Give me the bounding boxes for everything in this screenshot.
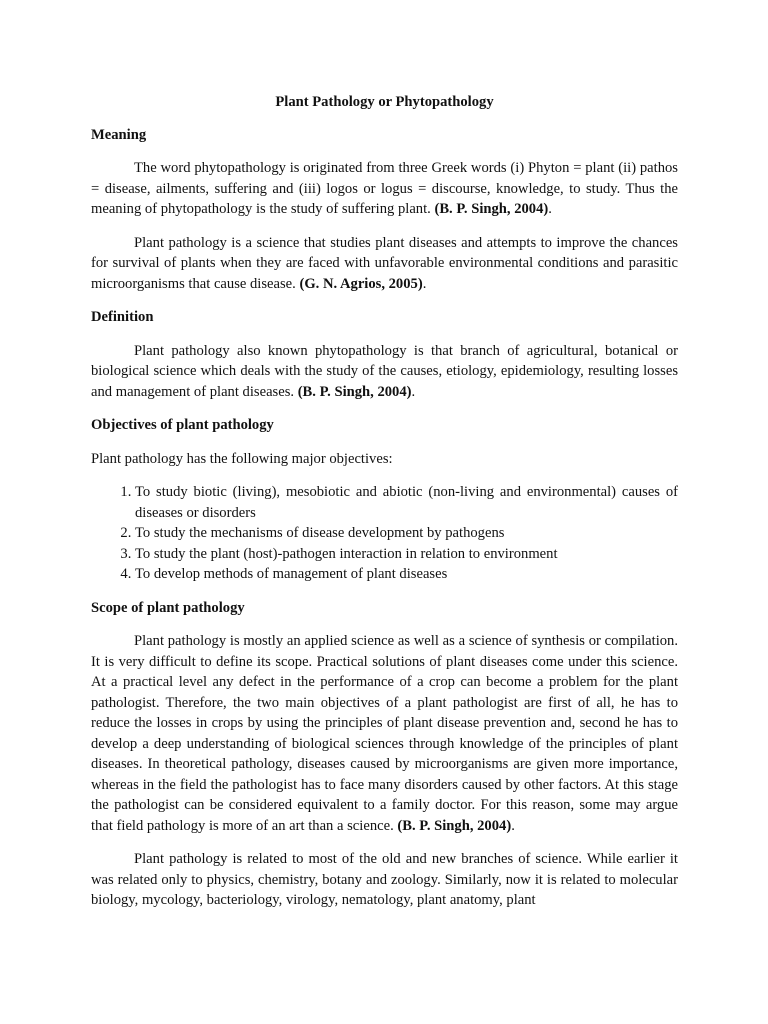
paragraph-end: . bbox=[548, 201, 552, 217]
scope-paragraph-1 bbox=[91, 631, 678, 836]
paragraph-text: Plant pathology is related to most of the old and new branches of science. While earlier it was related only to physics, chemistry, botany and zoology. Similarly, now it is related to molecular biology, mycology, bacteriology, virology, nematology, plant anatomy, plant bbox=[91, 851, 678, 908]
paragraph-end: . bbox=[511, 817, 515, 834]
paragraph-text: Plant pathology also known phytopathology is that branch of agricultural, botanical or biological science which deals with the study of the causes, etiology, epidemiology, resulting losses and management of plant diseases. bbox=[91, 342, 678, 400]
paragraph-text: Plant pathology is a science that studies plant diseases and attempts to improve the chances for survival of plants when they are faced with unfavorable environmental conditions and parasitic microorganisms that cause disease. bbox=[91, 234, 678, 292]
list-item: 1. To study biotic (living), mesobiotic and abiotic (non-living and environmental) causes of diseases or disorders bbox=[135, 482, 678, 523]
objectives-heading: Objectives of plant pathology bbox=[91, 417, 274, 433]
citation: (B. P. Singh, 2004) bbox=[397, 817, 512, 834]
objectives-intro: Plant pathology has the following major objectives: bbox=[91, 450, 393, 467]
scope-paragraph-2 bbox=[91, 849, 678, 911]
meaning-paragraph-2 bbox=[91, 233, 678, 295]
paragraph-text: The word phytopathology is originated from three Greek words (i) Phyton = plant (ii) pathos = disease, ailments, suffering and (iii) logos or logus = discourse, knowledge, to study. Thus the meaning of phytopathology is the study of suffering plant. bbox=[91, 160, 678, 217]
paragraph-end: . bbox=[411, 383, 416, 400]
paragraph-end: . bbox=[422, 275, 427, 292]
scope-heading: Scope of plant pathology bbox=[91, 599, 245, 616]
paragraph-text: Plant pathology is mostly an applied science as well as a science of synthesis or compilation. It is very difficult to define its scope. Practical solutions of plant diseases come under this science. At a practical level any defect in the performance of a crop can become a problem for the plant pathologist. Therefore, the two main objectives of a plant pathologist are first of all, he has to reduce the losses in crops by using the principles of plant disease prevention and, second he has to develop a deep understanding of biological sciences through knowledge of the principles of plant diseases. In theoretical pathology, diseases caused by microorganisms are given more importance, whereas in the field the pathologist has to face many disorders caused by other factors. At this stage the pathologist can be considered equivalent to a family doctor. For this reason, some may argue that field pathology is more of an art than a science. bbox=[91, 633, 678, 834]
list-item: 2. To study the mechanisms of disease development by pathogens bbox=[135, 523, 678, 544]
citation: (B. P. Singh, 2004) bbox=[434, 201, 549, 217]
meaning-paragraph-1 bbox=[91, 158, 678, 220]
definition-heading: Definition bbox=[91, 309, 154, 325]
citation: (B. P. Singh, 2004) bbox=[297, 383, 412, 400]
list-item: 3. To study the plant (host)-pathogen interaction in relation to environment bbox=[135, 544, 678, 565]
list-item: 4. To develop methods of management of plant diseases bbox=[135, 564, 678, 585]
citation: (G. N. Agrios, 2005) bbox=[299, 275, 423, 292]
objectives-list bbox=[91, 482, 678, 585]
meaning-heading: Meaning bbox=[91, 126, 147, 143]
definition-paragraph bbox=[91, 341, 678, 403]
document-title: Plant Pathology or Phytopathology bbox=[275, 94, 494, 110]
